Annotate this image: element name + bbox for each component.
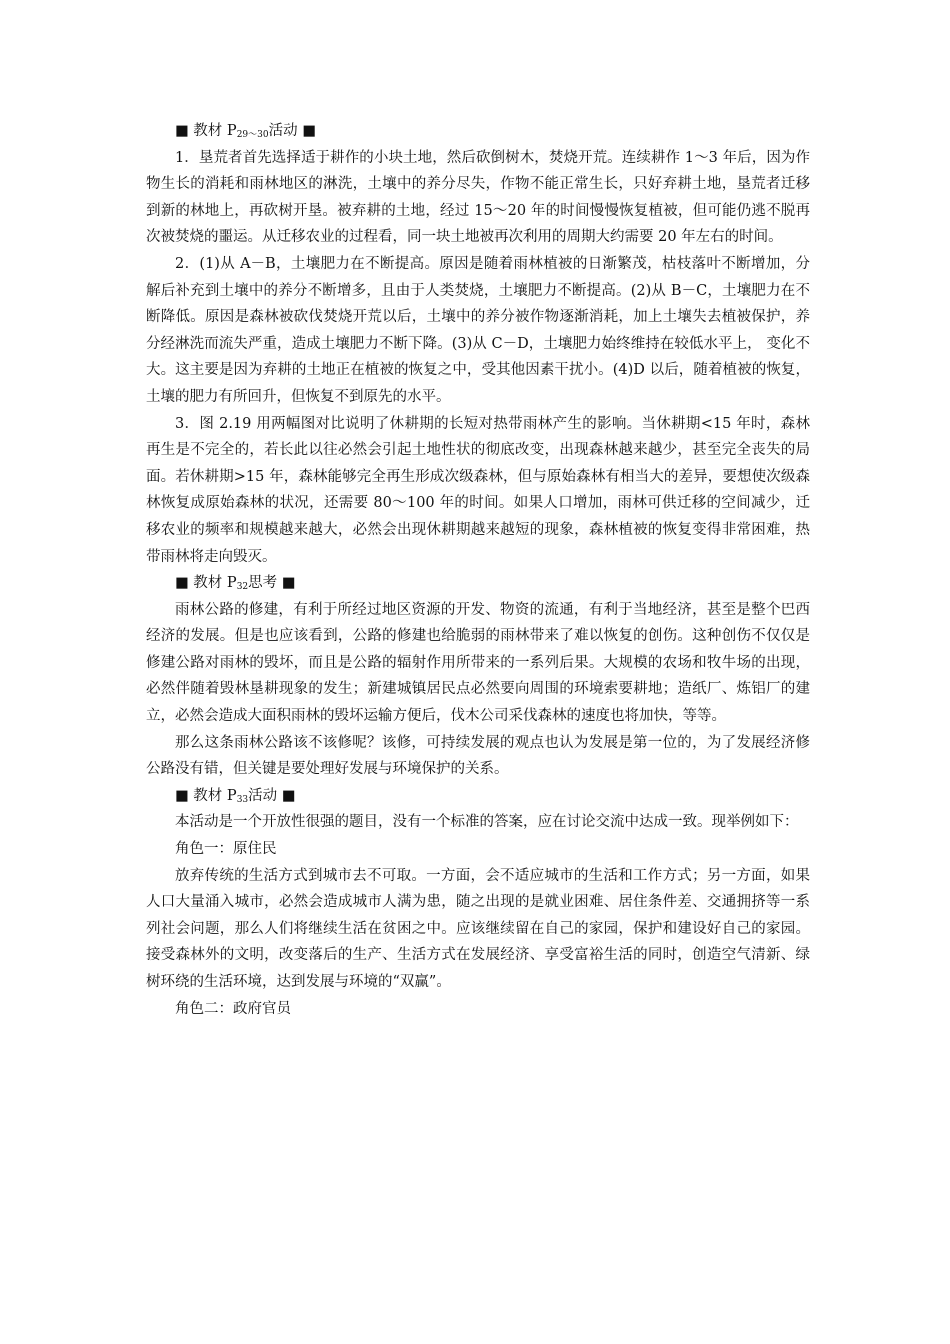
- heading-page-range: 32: [236, 582, 249, 593]
- document-body: [146, 118, 810, 1022]
- section-heading-activity-p33: [146, 783, 810, 810]
- role-two-label: 角色二：政府官员: [175, 1000, 291, 1017]
- section-heading-think-p32: [146, 570, 810, 597]
- answer-paragraph-2: 2．(1)从 A－B，土壤肥力在不断提高。原因是随着雨林植被的日渐繁茂，枯枝落叶不断增加，分解后补充到土壤中的养分不断增多，且由于人类焚烧，土壤肥力不断提高。(2)从 B－C，土壤肥力在不断降低。原因是森林被砍伐焚烧开荒以后，土壤中的养分被作物逐渐消耗，加上土壤失去植被保护，养分经淋洗而流失严重，造成土壤肥力不断下降。(3)从 C－D，土壤肥力始终维持在较低水平上， 变化不大。这主要是因为弃耕的土地正在植被的恢复之中，受其他因素干扰小。(4)D 以后，随着植被的恢复，土壤的肥力有所回升，但恢复不到原先的水平。: [146, 255, 810, 405]
- heading-suffix: 思考 ■: [248, 575, 296, 592]
- answer-paragraph-1: 1．垦荒者首先选择适于耕作的小块土地，然后砍倒树木，焚烧开荒。连续耕作 1～3 年后，因为作物生长的消耗和雨林地区的淋洗，土壤中的养分尽失，作物不能正常生长，只好弃耕土地，垦荒者迁移到新的林地上，再砍树开垦。被弃耕的土地，经过 15～20 年的时间慢慢恢复植被，但可能仍逃不脱再次被焚烧的噩运。从迁移农业的过程看，同一块土地被再次利用的周期大约需要 20 年左右的时间。: [146, 149, 810, 246]
- section-heading-activity-p29-30: [146, 118, 810, 145]
- heading-prefix: ■ 教材 P: [175, 787, 237, 804]
- role-one-paragraph: 放弃传统的生活方式到城市去不可取。一方面，会不适应城市的生活和工作方式；另一方面，如果人口大量涌入城市，必然会造成城市人满为患，随之出现的是就业困难、居住条件差、交通拥挤等一系列社会问题，那么人们将继续生活在贫困之中。应该继续留在自己的家园，保护和建设好自己的家园。接受森林外的文明，改变落后的生产、生活方式在发展经济、享受富裕生活的同时，创造空气清新、绿树环绕的生活环境，达到发展与环境的“双赢”。: [146, 867, 810, 990]
- heading-prefix: ■ 教材 P: [175, 123, 237, 139]
- activity-intro-paragraph: 本活动是一个开放性很强的题目，没有一个标准的答案，应在讨论交流中达成一致。现举例如下：: [175, 814, 799, 831]
- heading-suffix: 活动 ■: [248, 787, 296, 804]
- think-paragraph-2: 那么这条雨林公路该不该修呢？该修，可持续发展的观点也认为发展是第一位的，为了发展经济修公路没有错，但关键是要处理好发展与环境保护的关系。: [146, 734, 810, 778]
- role-one-label: 角色一：原住民: [175, 841, 277, 858]
- heading-page-range: 33: [236, 794, 249, 805]
- answer-paragraph-3: 3．图 2.19 用两幅图对比说明了休耕期的长短对热带雨林产生的影响。当休耕期<15 年时，森林再生是不完全的，若长此以往必然会引起土地性状的彻底改变，出现森林越来越少，甚至完全丧失的局面。若休耕期>15 年，森林能够完全再生形成次级森林，但与原始森林有相当大的差异，要想使次级森林恢复成原始森林的状况，还需要 80～100 年的时间。如果人口增加，雨林可供迁移的空间减少，迁移农业的频率和规模越来越大，必然会出现休耕期越来越短的现象，森林植被的恢复变得非常困难，热带雨林将走向毁灭。: [146, 415, 810, 565]
- heading-prefix: ■ 教材 P: [175, 575, 237, 592]
- heading-suffix: 活动 ■: [268, 123, 316, 139]
- think-paragraph-1: 雨林公路的修建，有利于所经过地区资源的开发、物资的流通，有利于当地经济，甚至是整个巴西经济的发展。但是也应该看到，公路的修建也给脆弱的雨林带来了难以恢复的创伤。这种创伤不仅仅是修建公路对雨林的毁坏，而且是公路的辐射作用所带来的一系列后果。大规模的农场和牧牛场的出现，必然伴随着毁林垦耕现象的发生；新建城镇居民点必然要向周围的环境索要耕地；造纸厂、炼铝厂的建立，必然会造成大面积雨林的毁坏运输方便后，伐木公司采伐森林的速度也将加快，等等。: [146, 601, 810, 725]
- heading-page-range: 29～30: [236, 130, 269, 140]
